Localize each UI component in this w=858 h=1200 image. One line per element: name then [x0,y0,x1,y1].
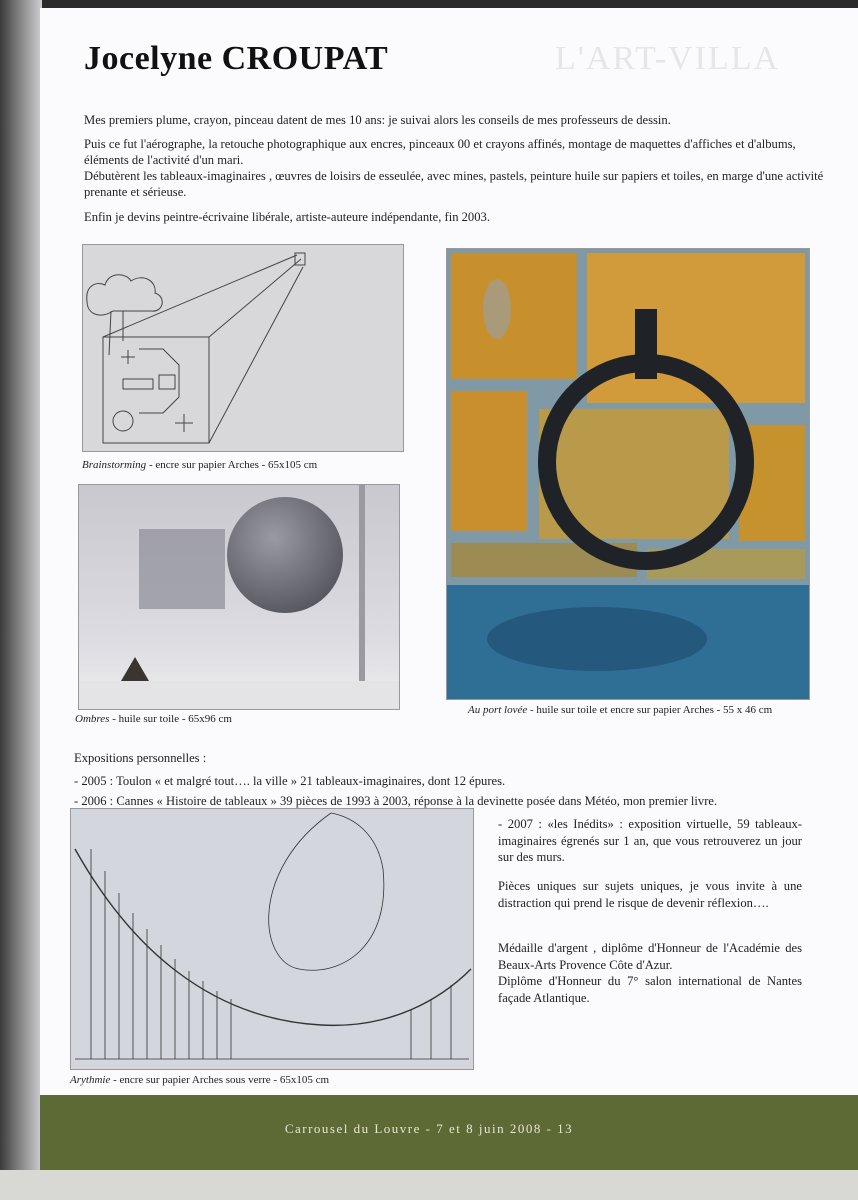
arythmie-caption: Arythmie - encre sur papier Arches sous verre - 65x105 cm [70,1074,330,1086]
diplome: Diplôme d'Honneur du 7° salon international de Nantes façade Atlantique. [498,974,802,1005]
arythmie-artwork [70,808,474,1070]
artist-name: Jocelyne CROUPAT [84,40,389,77]
intro-paragraph-1: Mes premiers plume, crayon, pinceau datent de mes 10 ans: je suivai alors les conseils de mes professeurs de dessin. [84,113,671,127]
pieces-uniques: Pièces uniques sur sujets uniques, je vous invite à une distraction qui prend le risque de devenir réflexion…. [498,879,802,910]
expo-2007: - 2007 : «les Inédits» : exposition virtuelle, 59 tableaux-imaginaires égrenés sur 1 an, que vous retrouverez un jour sur des murs. [498,817,802,864]
intro-paragraph-3: Enfin je devins peintre-écrivaine libérale, artiste-auteure indépendante, fin 2003. [84,210,490,224]
ghost-title: L'ART-VILLA [555,40,781,77]
ombres-caption: Ombres - huile sur toile - 65x96 cm [75,713,232,725]
expositions-heading: Expositions personnelles : [74,751,207,765]
expo-2005: - 2005 : Toulon « et malgré tout…. la ville » 21 tableaux-imaginaires, dont 12 épures. [74,774,506,788]
brainstorming-artwork [82,244,404,452]
au-port-lovee-caption: Au port lovée - huile sur toile et encre sur papier Arches - 55 x 46 cm [468,704,773,716]
expo-2006: - 2006 : Cannes « Histoire de tableaux » 39 pièces de 1993 à 2003, réponse à la devinette posée dans Météo, mon premier livre. [74,794,718,808]
brainstorming-caption: Brainstorming - encre sur papier Arches - 65x105 cm [82,459,318,471]
intro-paragraph-2a: Puis ce fut l'aérographe, la retouche photographique aux encres, pinceaux 00 et crayons affinés, montage de maquettes d'affiches et d'albums, éléments de l'activité d'un mari. [84,137,796,167]
page-bottom-edge [0,1170,858,1200]
medaille: Médaille d'argent , diplôme d'Honneur de l'Académie des Beaux-Arts Provence Côte d'Azur. [498,941,802,972]
book-spine [0,0,42,1200]
footer-text: Carrousel du Louvre - 7 et 8 juin 2008 - 13 [284,1121,574,1136]
intro-paragraph-2b: Débutèrent les tableaux-imaginaires , œuvres de loisirs de esseulée, avec mines, pastels, peinture huile sur papiers et toiles, en marge d'une activité prenante et sérieuse. [84,169,824,199]
au-port-lovee-artwork [446,248,810,700]
ombres-artwork [78,484,400,710]
